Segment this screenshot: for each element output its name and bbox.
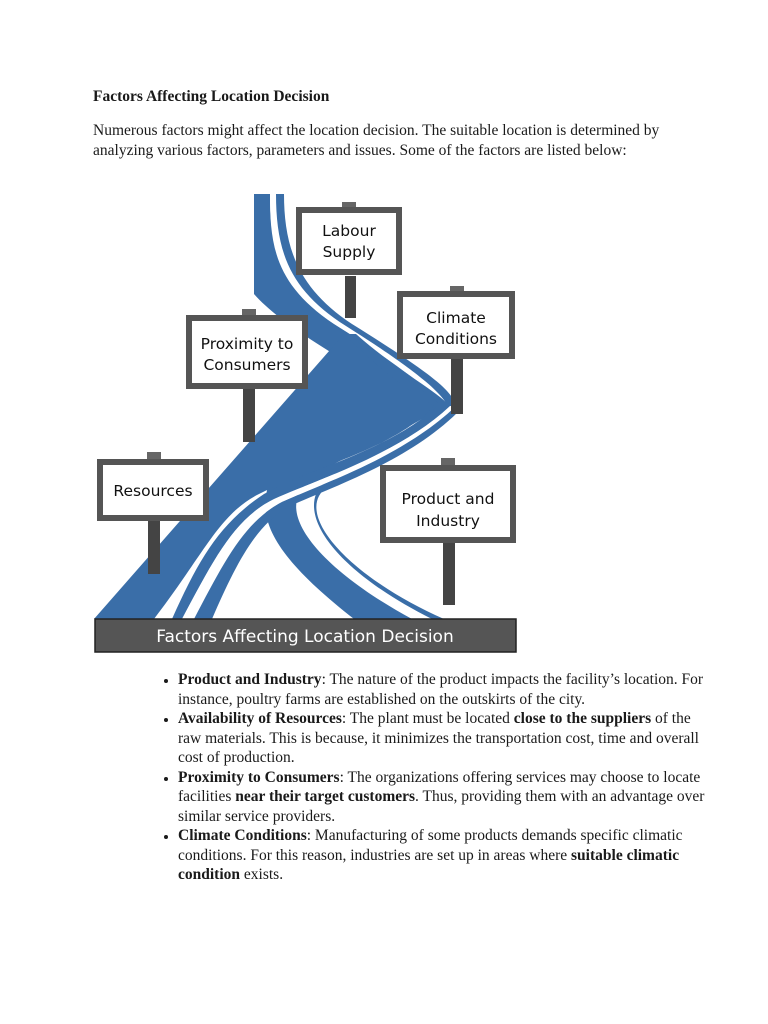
factors-list — [148, 670, 708, 885]
factors-illustration — [94, 194, 518, 654]
factor-term: Climate Conditions — [178, 827, 307, 844]
list-item — [178, 768, 708, 827]
sign-product-industry — [383, 458, 513, 605]
sign-resources-label: Resources — [113, 482, 193, 500]
factor-text: : The plant must be located — [341, 710, 514, 727]
sign-product-line2: Industry — [416, 512, 480, 530]
sign-labour-line1: Labour — [322, 222, 376, 240]
factor-text: exists. — [240, 866, 284, 883]
sign-climate-line1: Climate — [426, 309, 486, 327]
factor-text: : The organizations offering services may choose to locate facilities — [178, 768, 701, 805]
sign-labour-line2: Supply — [322, 243, 376, 261]
sign-proximity-line1: Proximity to — [200, 335, 294, 353]
list-item — [178, 709, 708, 768]
list-item — [178, 670, 708, 709]
factor-text: . Thus, providing them with an advantage over similar service providers. — [178, 788, 705, 825]
factor-emphasis: suitable climatic condition — [178, 846, 680, 883]
factor-term: Product and Industry — [178, 671, 322, 688]
figure-caption: Factors Affecting Location Decision — [156, 627, 454, 647]
factor-term: Availability of Resources — [178, 710, 342, 727]
page-heading: Factors Affecting Location Decision — [93, 88, 330, 105]
factor-emphasis: near their target customers — [235, 788, 416, 805]
factor-text: of the raw materials. This is because, it minimizes the transportation cost, time and overall cost of production. — [178, 710, 699, 766]
factor-text: : The nature of the product impacts the facility’s location. For instance, poultry farms are established on the outskirts of the city. — [178, 671, 704, 708]
intro-paragraph: Numerous factors might affect the location decision. The suitable location is determined by analyzing various factors, parameters and issues. Some of the factors are listed below: — [93, 122, 660, 159]
figure-caption-bar — [95, 619, 516, 652]
list-item — [178, 826, 708, 885]
factor-term: Proximity to Consumers — [178, 768, 340, 786]
sign-product-line1: Product and — [401, 490, 495, 508]
factor-text: : Manufacturing of some products demands specific climatic conditions. For this reason, industries are set up in areas where — [178, 827, 683, 864]
sign-proximity-line2: Consumers — [203, 356, 291, 374]
sign-climate-line2: Conditions — [414, 330, 498, 348]
factor-emphasis: close to the suppliers — [513, 710, 652, 727]
